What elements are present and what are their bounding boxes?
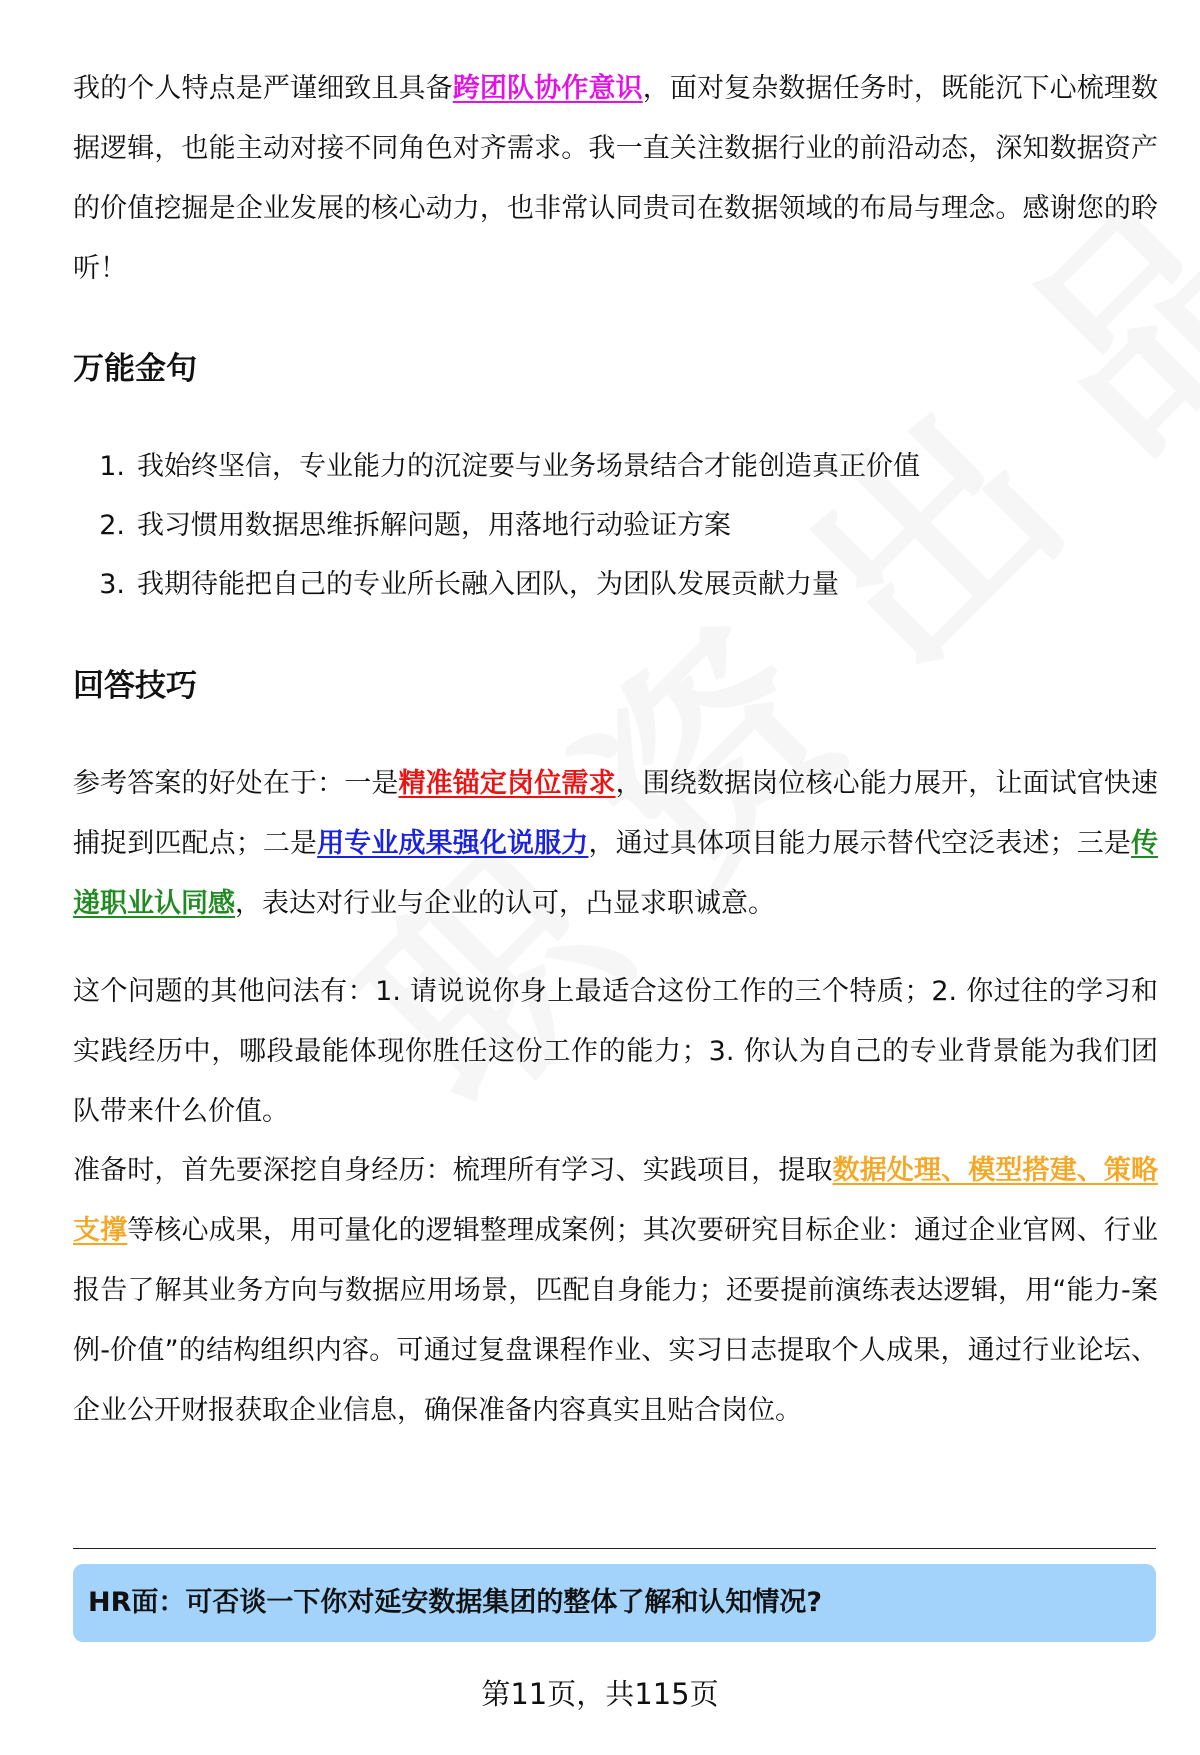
highlight-orange: 数据处理、模型搭建、策略支撑 [73,1155,1159,1246]
divider [73,1548,1156,1549]
highlight-green: 传递职业认同感 [73,828,1159,919]
next-question-text: HR面：可否谈一下你对延安数据集团的整体了解和认知情况? [88,1587,823,1618]
text: 等核心成果，用可量化的逻辑整理成案例；其次要研究目标企业：通过企业官网、行业报告了解其业务方向与数据应用场景，匹配自身能力；还要提前演练表达逻辑，用“能力-案例-价值”的结构组织内容。可通过复盘课程作业、实习日志提取个人成果，通过行业论坛、企业公开财报获取企业信息，确保准备内容真实且贴合岗位。 [73,1215,1159,1426]
list-text: 我习惯用数据思维拆解问题，用落地行动验证方案 [137,510,731,541]
text: ，表达对行业与企业的认可，凸显求职诚意。 [235,888,775,919]
tips-paragraph [73,754,1158,934]
list-text: 我始终坚信，专业能力的沉淀要与业务场景结合才能创造真正价值 [137,451,920,482]
section-heading-golden-sentences: 万能金句 [73,351,197,387]
list-item [73,496,920,555]
highlight-teamwork: 跨团队协作意识 [452,73,643,104]
preparation-paragraph [73,1141,1158,1441]
highlight-red: 精准锚定岗位需求 [398,768,616,799]
list-number: 1. [99,451,125,482]
text: 我的个人特点是严谨细致且具备 [73,73,453,104]
list-item [73,437,920,496]
list-text: 我期待能把自己的专业所长融入团队，为团队发展贡献力量 [137,569,839,600]
next-question-banner [73,1564,1156,1642]
alternate-questions-paragraph: 这个问题的其他问法有：1. 请说说你身上最适合这份工作的三个特质；2. 你过往的学习和实践经历中，哪段最能体现你胜任这份工作的能力；3. 你认为自己的专业背景能为我们团队带来什么价值。 [73,976,1158,1127]
highlight-blue: 用专业成果强化说服力 [317,828,589,859]
text: ，围绕数据岗位核心能力展开，让面试官快速捕捉到匹配点；二是 [73,768,1159,859]
intro-paragraph [73,59,1158,299]
text: ，面对复杂数据任务时，既能沉下心梳理数据逻辑，也能主动对接不同角色对齐需求。我一直关注数据行业的前沿动态，深知数据资产的价值挖掘是企业发展的核心动力，也非常认同贵司在数据领域的布局与理念。感谢您的聆听！ [73,73,1159,284]
text: 参考答案的好处在于：一是 [73,768,399,799]
section-heading-answer-tips: 回答技巧 [73,668,197,704]
golden-sentences-list [73,437,920,614]
list-number: 3. [99,569,125,600]
list-item [73,555,920,614]
text: 准备时，首先要深挖自身经历：梳理所有学习、实践项目，提取 [73,1155,833,1186]
text: ，通过具体项目能力展示替代空泛表述；三是 [588,828,1132,859]
list-number: 2. [99,510,125,541]
page-number: 第11页，共115页 [481,1677,719,1711]
